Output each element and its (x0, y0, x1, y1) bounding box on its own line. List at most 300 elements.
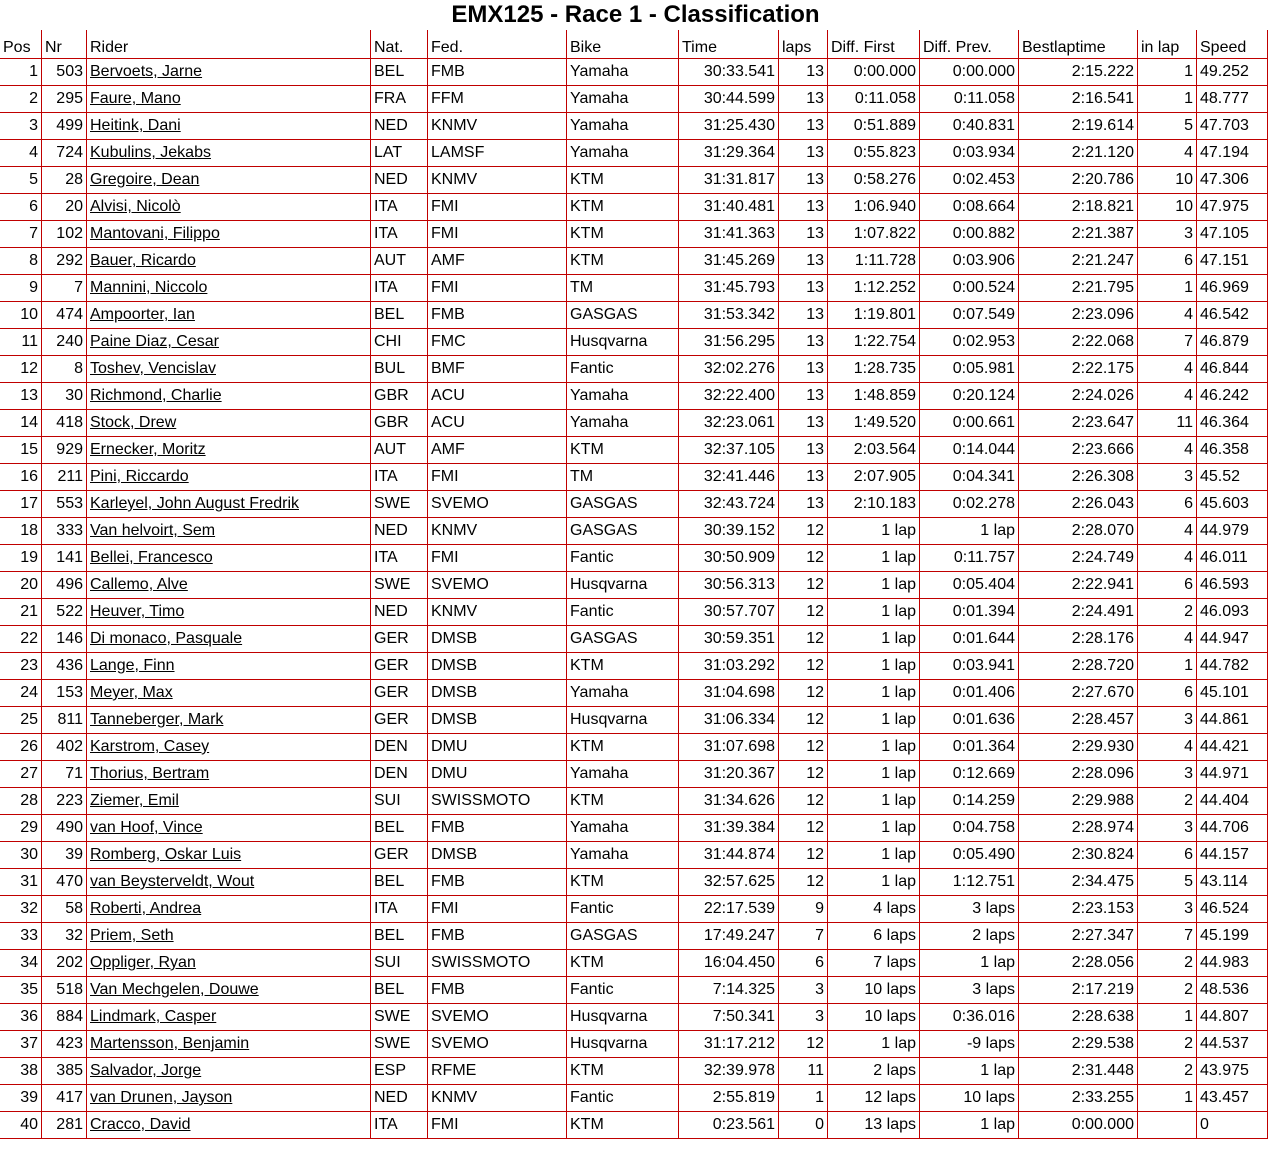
cell-nat: ITA (371, 275, 428, 302)
cell-bike: Fantic (567, 977, 679, 1004)
cell-bestlaptime: 2:28.720 (1019, 653, 1138, 680)
cell-time: 30:57.707 (679, 599, 779, 626)
table-body (0, 59, 1268, 1139)
cell-laps: 12 (779, 599, 828, 626)
cell-rider (87, 410, 371, 437)
cell-in-lap: 4 (1138, 356, 1197, 383)
cell-diff-prev: 0:01.644 (920, 626, 1019, 653)
cell-bestlaptime: 2:23.096 (1019, 302, 1138, 329)
cell-diff-first: 1:07.822 (828, 221, 920, 248)
cell-nat: SUI (371, 788, 428, 815)
rider-link[interactable]: van Beysterveldt, Wout (90, 873, 255, 890)
cell-laps: 13 (779, 437, 828, 464)
cell-nat: SWE (371, 491, 428, 518)
cell-speed: 45.199 (1197, 923, 1268, 950)
cell-pos: 30 (0, 842, 42, 869)
cell-bike: Husqvarna (567, 1004, 679, 1031)
cell-bike: Husqvarna (567, 572, 679, 599)
column-header-nr: Nr (42, 30, 87, 59)
cell-nr: 58 (42, 896, 87, 923)
cell-fed: FMI (428, 275, 567, 302)
cell-in-lap: 4 (1138, 518, 1197, 545)
rider-link[interactable]: Meyer, Max (90, 684, 173, 701)
cell-in-lap: 4 (1138, 140, 1197, 167)
cell-in-lap: 4 (1138, 626, 1197, 653)
cell-diff-first: 10 laps (828, 977, 920, 1004)
column-header-bestlaptime: Bestlaptime (1019, 30, 1138, 59)
cell-bestlaptime: 2:29.538 (1019, 1031, 1138, 1058)
cell-speed: 46.364 (1197, 410, 1268, 437)
cell-bike: Yamaha (567, 761, 679, 788)
cell-laps: 13 (779, 113, 828, 140)
cell-pos: 38 (0, 1058, 42, 1085)
cell-time: 31:06.334 (679, 707, 779, 734)
rider-link[interactable]: Mannini, Niccolo (90, 279, 208, 296)
cell-fed: FMI (428, 221, 567, 248)
cell-bike: Fantic (567, 599, 679, 626)
rider-link[interactable]: Bellei, Francesco (90, 549, 213, 566)
rider-link[interactable]: Heuver, Timo (90, 603, 185, 620)
cell-diff-prev: 0:01.394 (920, 599, 1019, 626)
cell-laps: 6 (779, 950, 828, 977)
cell-speed: 44.782 (1197, 653, 1268, 680)
cell-time: 31:31.817 (679, 167, 779, 194)
cell-nat: ITA (371, 545, 428, 572)
cell-diff-prev: 0:00.882 (920, 221, 1019, 248)
cell-nr: 436 (42, 653, 87, 680)
cell-nat: AUT (371, 248, 428, 275)
cell-laps: 3 (779, 1004, 828, 1031)
cell-diff-prev: 0:03.941 (920, 653, 1019, 680)
cell-laps: 12 (779, 626, 828, 653)
cell-time: 32:41.446 (679, 464, 779, 491)
cell-bike: Yamaha (567, 113, 679, 140)
cell-pos: 23 (0, 653, 42, 680)
cell-diff-first: 10 laps (828, 1004, 920, 1031)
cell-laps: 13 (779, 356, 828, 383)
cell-in-lap: 11 (1138, 410, 1197, 437)
table-row (0, 815, 1268, 842)
cell-speed: 47.151 (1197, 248, 1268, 275)
cell-bestlaptime: 2:30.824 (1019, 842, 1138, 869)
cell-nr: 503 (42, 59, 87, 86)
cell-rider (87, 140, 371, 167)
cell-speed: 44.971 (1197, 761, 1268, 788)
table-row (0, 599, 1268, 626)
cell-rider (87, 113, 371, 140)
rider-link[interactable]: Callemo, Alve (90, 576, 188, 593)
rider-link[interactable]: Salvador, Jorge (90, 1062, 202, 1079)
cell-fed: KNMV (428, 599, 567, 626)
rider-link[interactable]: Paine Diaz, Cesar (90, 333, 219, 350)
cell-fed: KNMV (428, 1085, 567, 1112)
cell-bestlaptime: 2:28.096 (1019, 761, 1138, 788)
cell-diff-prev: -9 laps (920, 1031, 1019, 1058)
cell-fed: SWISSMOTO (428, 950, 567, 977)
rider-link[interactable]: Faure, Mano (90, 90, 181, 107)
cell-time: 31:04.698 (679, 680, 779, 707)
cell-rider (87, 194, 371, 221)
cell-diff-prev: 0:12.669 (920, 761, 1019, 788)
cell-diff-first: 0:11.058 (828, 86, 920, 113)
rider-link[interactable]: Pini, Riccardo (90, 468, 189, 485)
cell-diff-prev: 0:00.661 (920, 410, 1019, 437)
cell-diff-prev: 0:00.000 (920, 59, 1019, 86)
cell-time: 31:41.363 (679, 221, 779, 248)
rider-link[interactable]: Karleyel, John August Fredrik (90, 495, 299, 512)
cell-rider (87, 653, 371, 680)
cell-diff-first: 2:03.564 (828, 437, 920, 464)
cell-in-lap: 6 (1138, 572, 1197, 599)
rider-link[interactable]: Mantovani, Filippo (90, 225, 220, 242)
cell-nr: 102 (42, 221, 87, 248)
cell-time: 31:44.874 (679, 842, 779, 869)
cell-diff-prev: 2 laps (920, 923, 1019, 950)
cell-bike: Fantic (567, 545, 679, 572)
cell-rider (87, 491, 371, 518)
cell-fed: FMI (428, 1112, 567, 1139)
cell-bike: KTM (567, 167, 679, 194)
rider-link[interactable]: Lange, Finn (90, 657, 175, 674)
cell-bike: Yamaha (567, 410, 679, 437)
cell-pos: 7 (0, 221, 42, 248)
cell-laps: 7 (779, 923, 828, 950)
rider-link[interactable]: Gregoire, Dean (90, 171, 200, 188)
cell-rider (87, 923, 371, 950)
column-header-in-lap: in lap (1138, 30, 1197, 59)
cell-diff-first: 1:11.728 (828, 248, 920, 275)
table-row (0, 518, 1268, 545)
cell-nr: 211 (42, 464, 87, 491)
rider-link[interactable]: Lindmark, Casper (90, 1008, 217, 1025)
cell-nr: 811 (42, 707, 87, 734)
cell-in-lap: 1 (1138, 653, 1197, 680)
cell-speed: 0 (1197, 1112, 1268, 1139)
cell-pos: 31 (0, 869, 42, 896)
cell-nr: 496 (42, 572, 87, 599)
cell-bike: Yamaha (567, 680, 679, 707)
cell-diff-first: 1 lap (828, 653, 920, 680)
cell-laps: 12 (779, 842, 828, 869)
cell-bike: Fantic (567, 896, 679, 923)
cell-nr: 518 (42, 977, 87, 1004)
cell-laps: 12 (779, 545, 828, 572)
cell-laps: 13 (779, 275, 828, 302)
cell-nat: NED (371, 518, 428, 545)
cell-bike: KTM (567, 248, 679, 275)
cell-nat: ITA (371, 896, 428, 923)
cell-diff-first: 1 lap (828, 1031, 920, 1058)
cell-speed: 44.421 (1197, 734, 1268, 761)
cell-nat: GBR (371, 383, 428, 410)
cell-time: 7:50.341 (679, 1004, 779, 1031)
cell-laps: 12 (779, 1031, 828, 1058)
cell-time: 30:44.599 (679, 86, 779, 113)
rider-link[interactable]: Karstrom, Casey (90, 738, 210, 755)
cell-bestlaptime: 2:21.120 (1019, 140, 1138, 167)
cell-nr: 240 (42, 329, 87, 356)
rider-link[interactable]: Romberg, Oskar Luis (90, 846, 242, 863)
cell-speed: 44.404 (1197, 788, 1268, 815)
rider-link[interactable]: Bauer, Ricardo (90, 252, 196, 269)
cell-bestlaptime: 2:21.247 (1019, 248, 1138, 275)
cell-pos: 33 (0, 923, 42, 950)
cell-diff-prev: 1:12.751 (920, 869, 1019, 896)
cell-nat: BEL (371, 869, 428, 896)
rider-link[interactable]: Heitink, Dani (90, 117, 181, 134)
cell-bestlaptime: 2:23.153 (1019, 896, 1138, 923)
cell-pos: 25 (0, 707, 42, 734)
cell-pos: 21 (0, 599, 42, 626)
cell-bike: KTM (567, 653, 679, 680)
cell-nat: DEN (371, 734, 428, 761)
cell-speed: 43.114 (1197, 869, 1268, 896)
cell-diff-first: 4 laps (828, 896, 920, 923)
cell-nat: ESP (371, 1058, 428, 1085)
classification-table (0, 30, 1268, 1139)
cell-fed: SVEMO (428, 491, 567, 518)
cell-laps: 13 (779, 59, 828, 86)
cell-bestlaptime: 2:22.175 (1019, 356, 1138, 383)
cell-diff-first: 0:58.276 (828, 167, 920, 194)
cell-fed: AMF (428, 437, 567, 464)
cell-in-lap: 1 (1138, 1004, 1197, 1031)
cell-rider (87, 248, 371, 275)
cell-time: 0:23.561 (679, 1112, 779, 1139)
rider-link[interactable]: Priem, Seth (90, 927, 174, 944)
cell-laps: 13 (779, 86, 828, 113)
cell-diff-prev: 0:07.549 (920, 302, 1019, 329)
cell-in-lap: 7 (1138, 923, 1197, 950)
table-row (0, 248, 1268, 275)
cell-speed: 48.536 (1197, 977, 1268, 1004)
cell-pos: 18 (0, 518, 42, 545)
cell-nr: 202 (42, 950, 87, 977)
rider-link[interactable]: Ziemer, Emil (90, 792, 179, 809)
cell-diff-prev: 0:36.016 (920, 1004, 1019, 1031)
cell-in-lap: 4 (1138, 545, 1197, 572)
cell-pos: 20 (0, 572, 42, 599)
cell-time: 31:03.292 (679, 653, 779, 680)
cell-speed: 47.703 (1197, 113, 1268, 140)
cell-bike: Yamaha (567, 59, 679, 86)
cell-speed: 46.542 (1197, 302, 1268, 329)
cell-diff-first: 1:49.520 (828, 410, 920, 437)
cell-time: 30:50.909 (679, 545, 779, 572)
cell-fed: SVEMO (428, 1004, 567, 1031)
cell-bestlaptime: 2:26.043 (1019, 491, 1138, 518)
cell-in-lap: 3 (1138, 707, 1197, 734)
cell-bestlaptime: 0:00.000 (1019, 1112, 1138, 1139)
cell-nat: FRA (371, 86, 428, 113)
cell-nr: 724 (42, 140, 87, 167)
cell-time: 31:17.212 (679, 1031, 779, 1058)
cell-rider (87, 518, 371, 545)
cell-pos: 22 (0, 626, 42, 653)
cell-rider (87, 761, 371, 788)
cell-in-lap: 6 (1138, 248, 1197, 275)
cell-pos: 8 (0, 248, 42, 275)
cell-nat: AUT (371, 437, 428, 464)
cell-bestlaptime: 2:20.786 (1019, 167, 1138, 194)
cell-bestlaptime: 2:23.647 (1019, 410, 1138, 437)
cell-nr: 295 (42, 86, 87, 113)
cell-bestlaptime: 2:28.056 (1019, 950, 1138, 977)
cell-fed: DMSB (428, 680, 567, 707)
cell-nr: 71 (42, 761, 87, 788)
cell-pos: 29 (0, 815, 42, 842)
cell-laps: 13 (779, 491, 828, 518)
cell-speed: 48.777 (1197, 86, 1268, 113)
column-header-bike: Bike (567, 30, 679, 59)
cell-bestlaptime: 2:24.026 (1019, 383, 1138, 410)
cell-pos: 5 (0, 167, 42, 194)
cell-nr: 490 (42, 815, 87, 842)
rider-link[interactable]: Van Mechgelen, Douwe (90, 981, 259, 998)
rider-link[interactable]: Bervoets, Jarne (90, 63, 203, 80)
cell-pos: 34 (0, 950, 42, 977)
cell-diff-first: 1 lap (828, 545, 920, 572)
cell-in-lap: 5 (1138, 869, 1197, 896)
cell-in-lap: 4 (1138, 734, 1197, 761)
cell-fed: BMF (428, 356, 567, 383)
cell-nr: 418 (42, 410, 87, 437)
cell-bestlaptime: 2:26.308 (1019, 464, 1138, 491)
cell-rider (87, 59, 371, 86)
column-header-rider: Rider (87, 30, 371, 59)
cell-speed: 44.706 (1197, 815, 1268, 842)
cell-bestlaptime: 2:22.068 (1019, 329, 1138, 356)
cell-speed: 45.101 (1197, 680, 1268, 707)
table-row (0, 1112, 1268, 1139)
cell-in-lap: 2 (1138, 950, 1197, 977)
cell-rider (87, 167, 371, 194)
cell-laps: 0 (779, 1112, 828, 1139)
cell-fed: DMU (428, 761, 567, 788)
table-row (0, 842, 1268, 869)
cell-bestlaptime: 2:15.222 (1019, 59, 1138, 86)
cell-speed: 44.983 (1197, 950, 1268, 977)
cell-diff-prev: 0:01.636 (920, 707, 1019, 734)
table-row (0, 437, 1268, 464)
table-row (0, 329, 1268, 356)
rider-link[interactable]: Alvisi, Nicolò (90, 198, 181, 215)
cell-pos: 19 (0, 545, 42, 572)
cell-time: 31:45.793 (679, 275, 779, 302)
cell-nr: 402 (42, 734, 87, 761)
cell-nat: BEL (371, 815, 428, 842)
cell-diff-first: 1 lap (828, 680, 920, 707)
rider-link[interactable]: Van helvoirt, Sem (90, 522, 216, 539)
cell-nr: 522 (42, 599, 87, 626)
cell-in-lap: 3 (1138, 761, 1197, 788)
rider-link[interactable]: Toshev, Vencislav (90, 360, 216, 377)
table-row (0, 383, 1268, 410)
cell-fed: DMU (428, 734, 567, 761)
rider-link[interactable]: Richmond, Charlie (90, 387, 222, 404)
cell-bike: Fantic (567, 356, 679, 383)
cell-bike: KTM (567, 950, 679, 977)
rider-link[interactable]: Tanneberger, Mark (90, 711, 224, 728)
cell-pos: 40 (0, 1112, 42, 1139)
cell-bestlaptime: 2:28.070 (1019, 518, 1138, 545)
cell-nr: 39 (42, 842, 87, 869)
rider-link[interactable]: Kubulins, Jekabs (90, 144, 211, 161)
cell-nat: NED (371, 599, 428, 626)
cell-bike: KTM (567, 734, 679, 761)
cell-nat: GER (371, 842, 428, 869)
cell-rider (87, 896, 371, 923)
cell-speed: 46.969 (1197, 275, 1268, 302)
cell-bike: Yamaha (567, 86, 679, 113)
cell-bestlaptime: 2:34.475 (1019, 869, 1138, 896)
cell-time: 31:25.430 (679, 113, 779, 140)
cell-pos: 4 (0, 140, 42, 167)
table-row (0, 653, 1268, 680)
cell-diff-prev: 0:04.758 (920, 815, 1019, 842)
cell-rider (87, 1112, 371, 1139)
cell-diff-first: 1 lap (828, 815, 920, 842)
cell-diff-first: 2 laps (828, 1058, 920, 1085)
cell-bike: Husqvarna (567, 1031, 679, 1058)
cell-nat: GER (371, 653, 428, 680)
rider-link[interactable]: Roberti, Andrea (90, 900, 202, 917)
cell-speed: 46.879 (1197, 329, 1268, 356)
rider-link[interactable]: Ampoorter, Ian (90, 306, 195, 323)
cell-nr: 153 (42, 680, 87, 707)
cell-bestlaptime: 2:16.541 (1019, 86, 1138, 113)
cell-speed: 44.947 (1197, 626, 1268, 653)
rider-link[interactable]: Ernecker, Moritz (90, 441, 206, 458)
cell-bike: GASGAS (567, 923, 679, 950)
rider-link[interactable]: Stock, Drew (90, 414, 177, 431)
rider-link[interactable]: van Hoof, Vince (90, 819, 203, 836)
cell-in-lap: 2 (1138, 788, 1197, 815)
cell-nr: 281 (42, 1112, 87, 1139)
cell-bike: KTM (567, 788, 679, 815)
cell-nat: DEN (371, 761, 428, 788)
cell-in-lap: 10 (1138, 194, 1197, 221)
cell-laps: 11 (779, 1058, 828, 1085)
cell-diff-first: 0:55.823 (828, 140, 920, 167)
rider-link[interactable]: Di monaco, Pasquale (90, 630, 243, 647)
cell-fed: FMB (428, 869, 567, 896)
cell-nr: 423 (42, 1031, 87, 1058)
rider-link[interactable]: Oppliger, Ryan (90, 954, 196, 971)
cell-bestlaptime: 2:22.941 (1019, 572, 1138, 599)
rider-link[interactable]: Thorius, Bertram (90, 765, 210, 782)
cell-diff-prev: 0:01.406 (920, 680, 1019, 707)
cell-speed: 44.537 (1197, 1031, 1268, 1058)
cell-nat: ITA (371, 194, 428, 221)
cell-diff-prev: 3 laps (920, 977, 1019, 1004)
cell-bike: KTM (567, 437, 679, 464)
cell-diff-prev: 3 laps (920, 896, 1019, 923)
cell-nr: 8 (42, 356, 87, 383)
cell-diff-prev: 0:01.364 (920, 734, 1019, 761)
column-header-laps: laps (779, 30, 828, 59)
rider-link[interactable]: Martensson, Benjamin (90, 1035, 250, 1052)
rider-link[interactable]: van Drunen, Jayson (90, 1089, 233, 1106)
cell-laps: 13 (779, 302, 828, 329)
cell-rider (87, 302, 371, 329)
rider-link[interactable]: Cracco, David (90, 1116, 191, 1133)
cell-fed: FMB (428, 977, 567, 1004)
cell-fed: AMF (428, 248, 567, 275)
cell-speed: 44.807 (1197, 1004, 1268, 1031)
cell-bestlaptime: 2:27.347 (1019, 923, 1138, 950)
cell-laps: 12 (779, 572, 828, 599)
